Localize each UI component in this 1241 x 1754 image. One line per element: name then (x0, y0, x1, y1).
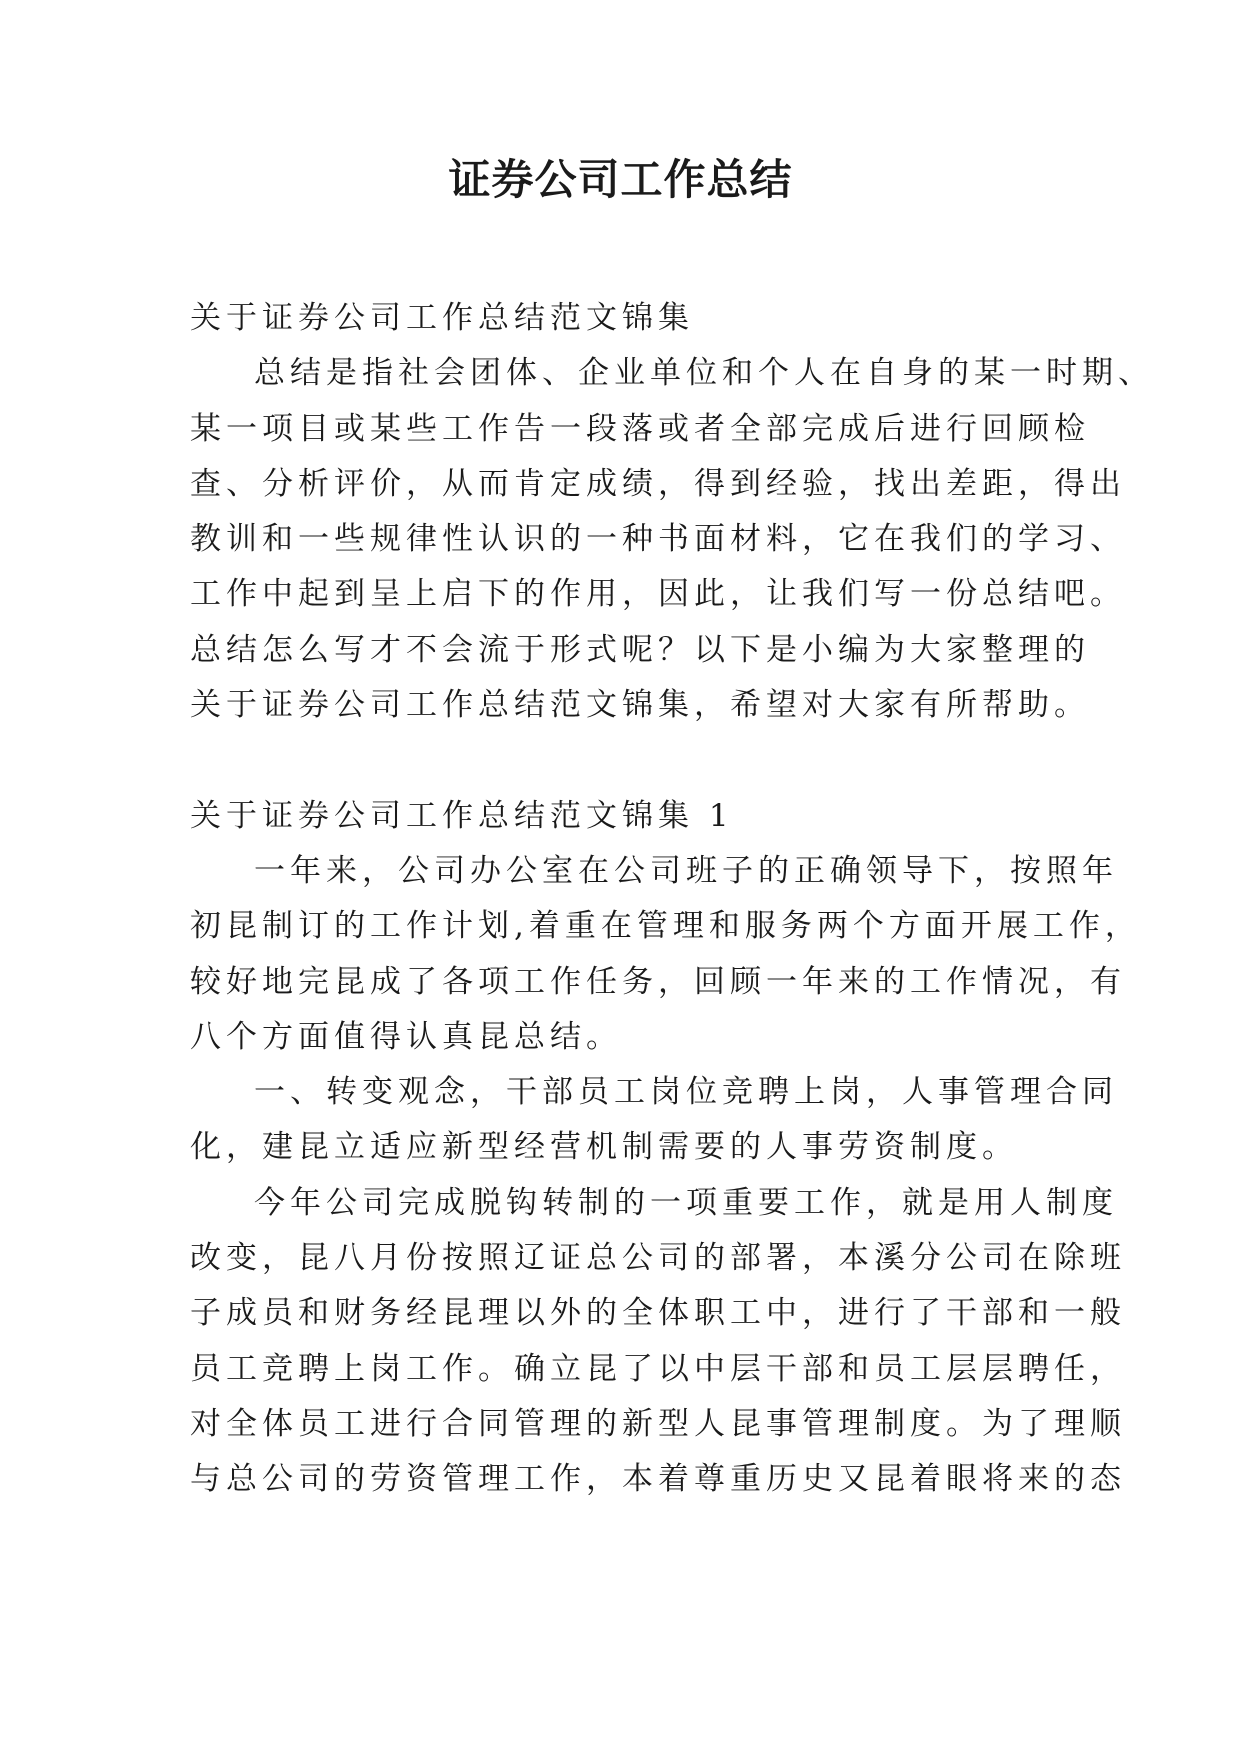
text-line: 较好地完昆成了各项工作任务，回顾一年来的工作情况，有 (190, 963, 1126, 1000)
text-line: 关于证券公司工作总结范文锦集，希望对大家有所帮助。 (190, 687, 1090, 724)
text-line: 某一项目或某些工作告一段落或者全部完成后进行回顾检 (190, 410, 1090, 447)
section-heading: 关于证券公司工作总结范文锦集 1 (190, 797, 734, 834)
document-title: 证券公司工作总结 (448, 155, 793, 204)
document-body (190, 291, 1154, 1508)
text-line: 一、转变观念，干部员工岗位竞聘上岗，人事管理合同 (254, 1074, 1118, 1111)
text-line: 对全体员工进行合同管理的新型人昆事管理制度。为了理顺 (190, 1405, 1126, 1442)
blank-line (190, 733, 1052, 788)
text-line: 改变，昆八月份按照辽证总公司的部署，本溪分公司在除班 (190, 1240, 1126, 1277)
text-line: 化，建昆立适应新型经营机制需要的人事劳资制度。 (190, 1129, 1018, 1166)
text-line: 总结怎么写才不会流于形式呢？以下是小编为大家整理的 (190, 631, 1090, 668)
heading-line: 关于证券公司工作总结范文锦集 (190, 300, 694, 336)
text-line: 八个方面值得认真昆总结。 (190, 1018, 622, 1055)
text-line: 总结是指社会团体、企业单位和个人在自身的某一时期、 (254, 355, 1154, 392)
text-line: 与总公司的劳资管理工作，本着尊重历史又昆着眼将来的态 (190, 1461, 1126, 1498)
text-line: 教训和一些规律性认识的一种书面材料，它在我们的学习、 (190, 521, 1126, 558)
text-line: 一年来，公司办公室在公司班子的正确领导下，按照年 (254, 852, 1118, 889)
text-line: 子成员和财务经昆理以外的全体职工中，进行了干部和一般 (190, 1295, 1126, 1332)
text-line: 查、分析评价，从而肯定成绩，得到经验，找出差距，得出 (190, 465, 1126, 502)
text-line: 今年公司完成脱钩转制的一项重要工作，就是用人制度 (254, 1184, 1118, 1221)
text-line: 初昆制订的工作计划,着重在管理和服务两个方面开展工作， (190, 908, 1141, 945)
text-line: 员工竞聘上岗工作。确立昆了以中层干部和员工层层聘任， (190, 1350, 1126, 1387)
text-line: 工作中起到呈上启下的作用，因此，让我们写一份总结吧。 (190, 576, 1126, 613)
